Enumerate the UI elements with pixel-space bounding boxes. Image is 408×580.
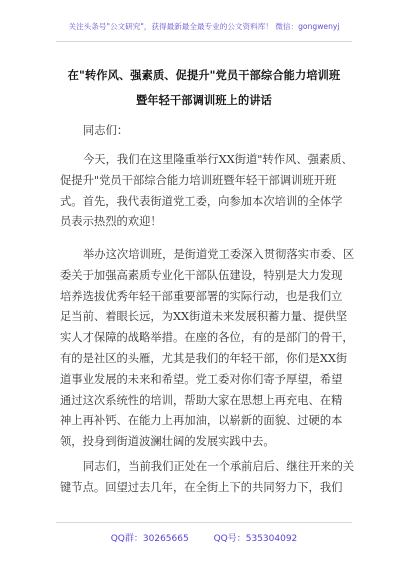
salutation <box>60 121 358 142</box>
footer-contact <box>0 531 408 544</box>
document-title-line-2: 暨年轻干部调训班上的讲话 <box>135 94 273 107</box>
paragraph-line: 通过这次系统性的培训，帮助大家在思想上再充电、在精 <box>60 393 343 407</box>
paragraph-line: 领，投身到街道波澜壮阔的发展实践中去。 <box>60 435 275 449</box>
paragraph-line: 道事业发展的未来和希望。党工委对你们寄予厚望，希望 <box>60 372 343 386</box>
qq-number-text: QQ号：535304092 <box>213 534 298 544</box>
document-title-line-1: 在"转作风、强素质、促提升"党员干部综合能力培训班 <box>67 69 341 82</box>
header-banner: 关注头条号"公文研究"，获得最新最全最专业的公文资料库！ 微信：gongwenyj <box>68 22 340 31</box>
footer-divider <box>56 522 352 523</box>
paragraph-line: 式。首先，我代表街道党工委，向参加本次培训的全体学 <box>60 194 343 208</box>
paragraph-line: 培养选拔优秀年轻干部重要部署的实际行动，也是我们立 <box>60 289 343 303</box>
paragraph-line: 神上再补钙、在能力上再加油，以崭新的面貌、过硬的本 <box>60 414 343 428</box>
header-divider <box>56 41 352 42</box>
paragraph-line: 同志们，当前我们正处在一个承前启后、继往开来的关 <box>83 460 355 473</box>
paragraph-line: 委关于加强高素质专业化干部队伍建设，特别是大力发现 <box>60 268 343 282</box>
paragraph-line: 员表示热烈的欢迎！ <box>60 215 162 229</box>
paragraph-line: 足当前、着眼长远，为XX街道未来发展积蓄力量、提供坚 <box>60 310 348 324</box>
paragraph-1 <box>60 150 358 233</box>
paragraph-3 <box>60 457 358 499</box>
salutation-text: 同志们： <box>83 124 129 137</box>
paragraph-line: 键节点。回望过去几年，在全街上下的共同努力下，我们 <box>60 480 343 494</box>
paragraph-line: 实人才保障的战略举措。在座的各位，有的是部门的骨干， <box>60 331 354 345</box>
paragraph-line: 举办这次培训班，是街道党工委深入贯彻落实市委、区 <box>83 248 355 261</box>
qq-group-text: QQ群：30265665 <box>110 534 189 544</box>
paragraph-line: 促提升"党员干部综合能力培训班暨年轻干部调训班开班 <box>60 173 337 187</box>
paragraph-2 <box>60 245 358 453</box>
paragraph-line: 有的是社区的头雁，尤其是我们的年轻干部，你们是XX街 <box>60 351 348 365</box>
paragraph-line: 今天，我们在这里隆重举行XX街道"转作风、强素质、 <box>83 153 353 166</box>
